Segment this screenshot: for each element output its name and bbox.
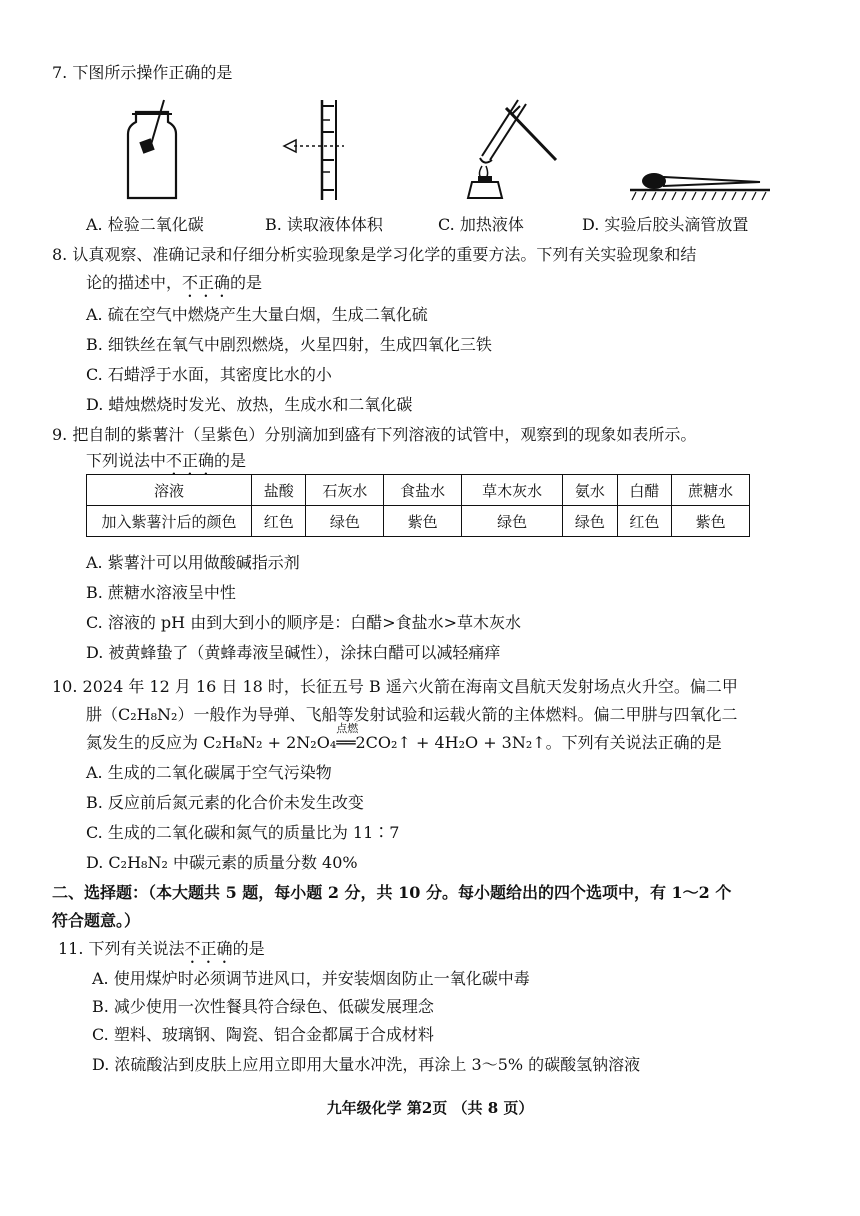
table-cell: 溶液 (87, 475, 252, 506)
q8-option-a: A. 硫在空气中燃烧产生大量白烟，生成二氧化硫 (86, 305, 428, 324)
section-2-heading-line2: 符合题意。） (52, 911, 141, 930)
emphasis-not-correct: 不正确 (184, 939, 233, 958)
question-10-stem-line2: 肼（C₂H₈N₂）一般作为导弹、飞船等发射试验和运载火箭的主体燃料。偏二甲肼与四氧化二 (86, 705, 738, 724)
q7-option-c: C. 加热液体 (438, 215, 524, 234)
question-11-stem: 11. 下列有关说法不正确的是 (58, 939, 265, 958)
q7-option-a: A. 检验二氧化碳 (86, 215, 204, 234)
page-footer: 九年级化学 第2页 （共 8 页） (326, 1099, 534, 1117)
q9-option-a: A. 紫薯汁可以用做酸碱指示剂 (86, 553, 300, 572)
table-cell: 加入紫薯汁后的颜色 (87, 506, 252, 537)
q7-option-b: B. 读取液体体积 (265, 215, 383, 234)
q10-option-c: C. 生成的二氧化碳和氮气的质量比为 11∶7 (86, 823, 400, 842)
q10-option-b: B. 反应前后氮元素的化合价未发生改变 (86, 793, 364, 812)
emphasis-not-correct: 不正确 (166, 451, 215, 470)
question-9-stem-line2: 下列说法中不正确的是 (86, 451, 247, 470)
table-cell: 红色 (252, 506, 306, 537)
table-cell: 紫色 (672, 506, 750, 537)
q11-option-b: B. 减少使用一次性餐具符合绿色、低碳发展理念 (92, 997, 434, 1016)
q11-option-c: C. 塑料、玻璃钢、陶瓷、铝合金都属于合成材料 (92, 1025, 434, 1044)
question-8-stem-line1: 8. 认真观察、准确记录和仔细分析实验现象是学习化学的重要方法。下列有关实验现象和结 (52, 245, 697, 264)
table-cell: 草木灰水 (462, 475, 563, 506)
q8-option-d: D. 蜡烛燃烧时发光、放热，生成水和二氧化碳 (86, 395, 413, 414)
question-8-stem-line2: 论的描述中，不正确的是 (86, 273, 263, 292)
figure-c-heat-liquid (460, 96, 570, 204)
q10-option-a: A. 生成的二氧化碳属于空气污染物 (86, 763, 332, 782)
table-cell: 绿色 (306, 506, 384, 537)
table-cell: 蔗糖水 (672, 475, 750, 506)
table-header-row (87, 475, 750, 506)
table-cell: 食盐水 (384, 475, 462, 506)
q8-option-c: C. 石蜡浮于水面，其密度比水的小 (86, 365, 332, 384)
q11-option-d: D. 浓硫酸沾到皮肤上应用立即用大量水冲洗，再涂上 3～5% 的碳酸氢钠溶液 (92, 1055, 641, 1074)
question-7-stem: 7. 下图所示操作正确的是 (52, 63, 233, 82)
question-10-stem-line1: 10. 2024 年 12 月 16 日 18 时，长征五号 B 遥六火箭在海南文昌航天发射场点火升空。偏二甲 (52, 677, 738, 696)
q9-option-b: B. 蔗糖水溶液呈中性 (86, 583, 236, 602)
q7-option-d: D. 实验后胶头滴管放置 (582, 215, 749, 234)
section-2-heading-line1: 二、选择题：（本大题共 5 题，每小题 2 分，共 10 分。每小题给出的四个选项中，有 1～2 个 (52, 883, 732, 902)
emphasis-not-correct: 不正确 (182, 273, 231, 292)
indicator-color-table (86, 474, 750, 537)
table-cell: 氨水 (563, 475, 617, 506)
table-cell: 绿色 (563, 506, 617, 537)
table-cell: 红色 (617, 506, 671, 537)
table-cell: 紫色 (384, 506, 462, 537)
q9-option-d: D. 被黄蜂蛰了（黄蜂毒液呈碱性），涂抹白醋可以减轻痛痒 (86, 643, 501, 662)
figure-d-dropper-placed (630, 170, 770, 202)
question-10-stem-line3: 氮发生的反应为 C₂H₈N₂ + 2N₂O₄ 点燃 ══2CO₂↑ + 4H₂O + 3N₂↑。下列有关说法正确的是 (86, 722, 722, 752)
q8-option-b: B. 细铁丝在氧气中剧烈燃烧，火星四射，生成四氧化三铁 (86, 335, 492, 354)
table-cell: 盐酸 (252, 475, 306, 506)
table-cell: 绿色 (462, 506, 563, 537)
q10-option-d: D. C₂H₈N₂ 中碳元素的质量分数 40% (86, 853, 358, 872)
q11-option-a: A. 使用煤炉时必须调节进风口，并安装烟囱防止一氧化碳中毒 (92, 969, 530, 988)
table-cell: 石灰水 (306, 475, 384, 506)
q9-option-c: C. 溶液的 pH 由到大到小的顺序是：白醋>食盐水>草木灰水 (86, 613, 522, 632)
question-9-stem-line1: 9. 把自制的紫薯汁（呈紫色）分别滴加到盛有下列溶液的试管中，观察到的现象如表所示。 (52, 425, 697, 444)
table-row (87, 506, 750, 537)
figure-a-co2-test (124, 98, 180, 202)
figure-b-read-volume (278, 96, 350, 204)
table-cell: 白醋 (617, 475, 671, 506)
reaction-arrow: 点燃 ══ (336, 722, 359, 752)
